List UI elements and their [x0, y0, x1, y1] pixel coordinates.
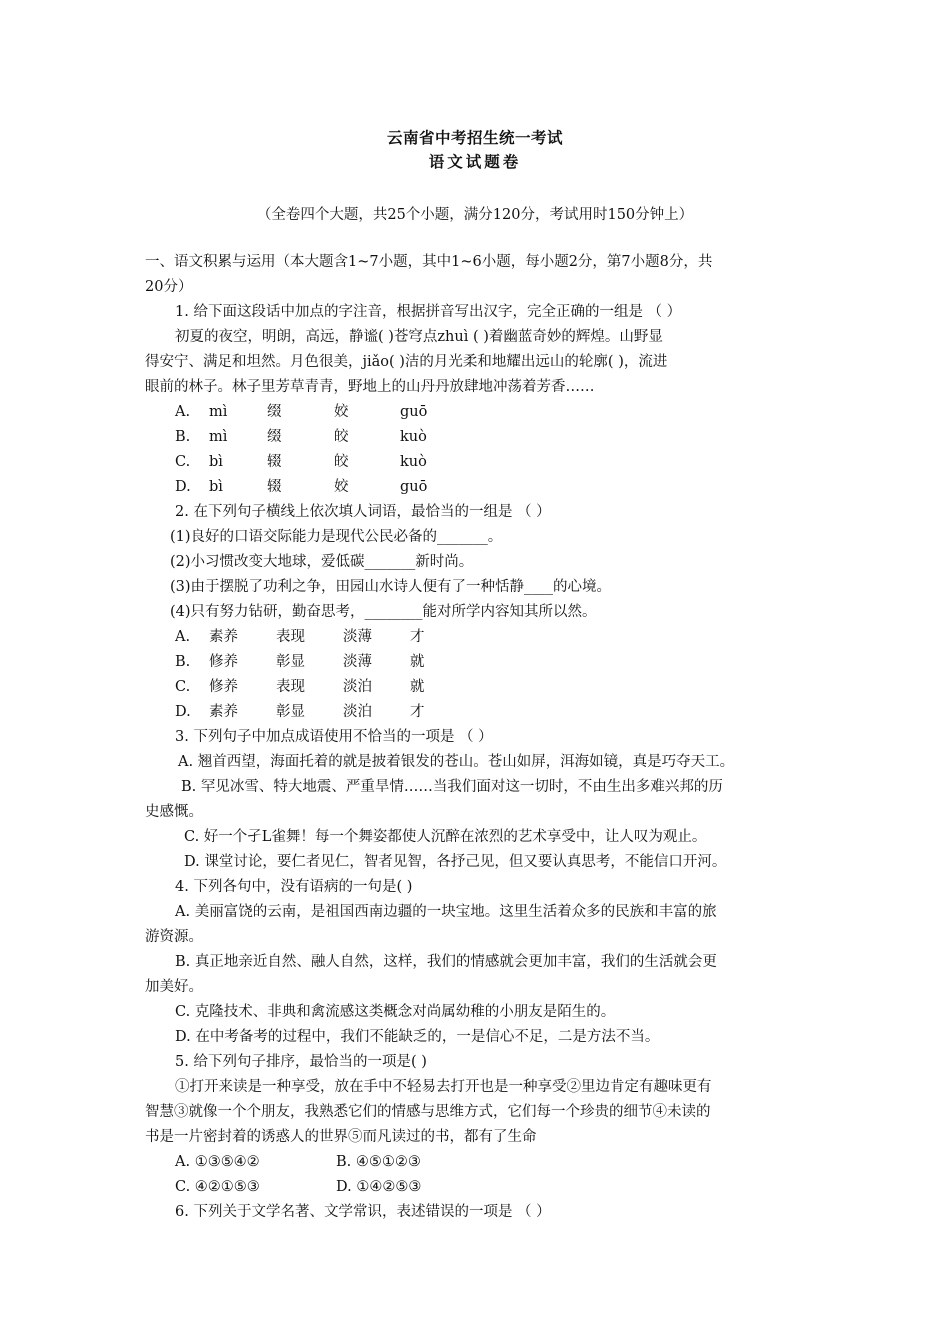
question-1-passage: 初夏的夜空，明朗，高远，静谧( )苍穹点zhuì ( )着幽蓝奇妙的辉煌。山野显: [175, 329, 663, 345]
question-5-passage: 智慧③就像一个个朋友，我熟悉它们的情感与思维方式，它们每一个珍贵的细节④未读的: [145, 1104, 711, 1120]
question-4-option-a-cont: 游资源。: [145, 929, 203, 945]
question-1-option-b: B. mì 缀 皎 kuò: [175, 429, 427, 445]
question-4-option-c: C. 克隆技术、非典和禽流感这类概念对尚属幼稚的小朋友是陌生的。: [175, 1004, 616, 1020]
question-5-passage: ①打开来读是一种享受，放在手中不轻易去打开也是一种享受②里边肯定有趣味更有: [175, 1079, 712, 1095]
question-4-stem: 4. 下列各句中，没有语病的一句是( ): [175, 879, 413, 895]
question-2-sentence: (4)只有努力钻研，勤奋思考，________能对所学内容知其所以然。: [170, 604, 597, 620]
question-2-option-d: D. 素养 彰显 淡泊 才: [175, 704, 425, 720]
question-3-option-b-cont: 史感慨。: [145, 804, 203, 820]
question-1-passage: 得安宁、满足和坦然。月色很美，jiǎo( )洁的月光柔和地耀出远山的轮廓( )，流进: [145, 354, 668, 370]
question-5-option-c: C. ④②①⑤③: [175, 1179, 260, 1195]
question-1-option-d: D. bì 辍 姣 guō: [175, 479, 428, 495]
question-6-stem: 6. 下列关于文学名著、文学常识，表述错误的一项是 （ ）: [175, 1204, 551, 1220]
question-1-passage: 眼前的林子。林子里芳草青青，野地上的山丹丹放肆地冲荡着芳香……: [145, 379, 595, 395]
question-2-stem: 2. 在下列句子横线上依次填人词语，最恰当的一组是 （ ）: [175, 504, 551, 520]
question-5-option-b: B. ④⑤①②③: [336, 1154, 421, 1170]
question-2-sentence: (1)良好的口语交际能力是现代公民必备的_______。: [170, 529, 503, 545]
question-2-sentence: (3)由于摆脱了功利之争，田园山水诗人便有了一种恬静____的心境。: [170, 579, 612, 595]
question-5-options-cd: [145, 1175, 809, 1200]
question-4-option-b-cont: 加美好。: [145, 979, 203, 995]
question-4-option-d: D. 在中考备考的过程中，我们不能缺乏的，一是信心不足，二是方法不当。: [175, 1029, 660, 1045]
question-3-option-c: C. 好一个孑L雀舞！每一个舞姿都使人沉醉在浓烈的艺术享受中，让人叹为观止。: [184, 829, 707, 845]
exam-body: [145, 250, 809, 1225]
question-5-options-ab: [145, 1150, 809, 1175]
question-4-option-a: A. 美丽富饶的云南，是祖国西南边疆的一块宝地。这里生活着众多的民族和丰富的旅: [175, 904, 717, 920]
question-5-option-a: A. ①③⑤④②: [175, 1154, 260, 1170]
question-5-option-d: D. ①④②⑤③: [336, 1179, 422, 1195]
question-3-stem: 3. 下列句子中加点成语使用不恰当的一项是 （ ）: [175, 729, 493, 745]
question-3-option-d: D. 课堂讨论，要仁者见仁，智者见智，各抒己见，但又要认真思考，不能信口开河。: [184, 854, 727, 870]
question-3-option-a: A. 翘首西望，海面托着的就是披着银发的苍山。苍山如屏，洱海如镜，真是巧夺天工。: [178, 754, 735, 770]
exam-instructions: （全卷四个大题，共25个小题，满分120分，考试用时150分钟上）: [256, 207, 694, 223]
section-heading-cont: 20分）: [145, 279, 193, 295]
question-5-stem: 5. 给下列句子排序，最恰当的一项是( ): [175, 1054, 427, 1070]
paper-title: 语文试题卷: [428, 152, 522, 171]
question-2-option-b: B. 修养 彰显 淡薄 就: [175, 654, 425, 670]
section-heading: 一、语文积累与运用（本大题含1~7小题，其中1~6小题，每小题2分，第7小题8分，共: [145, 254, 713, 270]
question-1-option-c: C. bì 辍 皎 kuò: [175, 454, 427, 470]
question-1-option-a: A. mì 缀 姣 guō: [175, 404, 428, 420]
question-2-option-a: A. 素养 表现 淡薄 才: [175, 629, 425, 645]
question-2-option-c: C. 修养 表现 淡泊 就: [175, 679, 425, 695]
exam-title: 云南省中考招生统一考试: [386, 128, 563, 147]
question-4-option-b: B. 真正地亲近自然、融人自然，这样，我们的情感就会更加丰富，我们的生活就会更: [175, 954, 717, 970]
question-5-passage: 书是一片密封着的诱惑人的世界⑤而凡读过的书，都有了生命: [145, 1129, 537, 1145]
question-1-stem: 1. 给下面这段话中加点的字注音，根据拼音写出汉字，完全正确的一组是 （ ）: [175, 304, 682, 320]
question-2-sentence: (2)小习惯改变大地球，爱低碳_______新时尚。: [170, 554, 474, 570]
question-3-option-b: B. 罕见冰雪、特大地震、严重旱情……当我们面对这一切时，不由生出多难兴邦的历: [181, 779, 723, 795]
